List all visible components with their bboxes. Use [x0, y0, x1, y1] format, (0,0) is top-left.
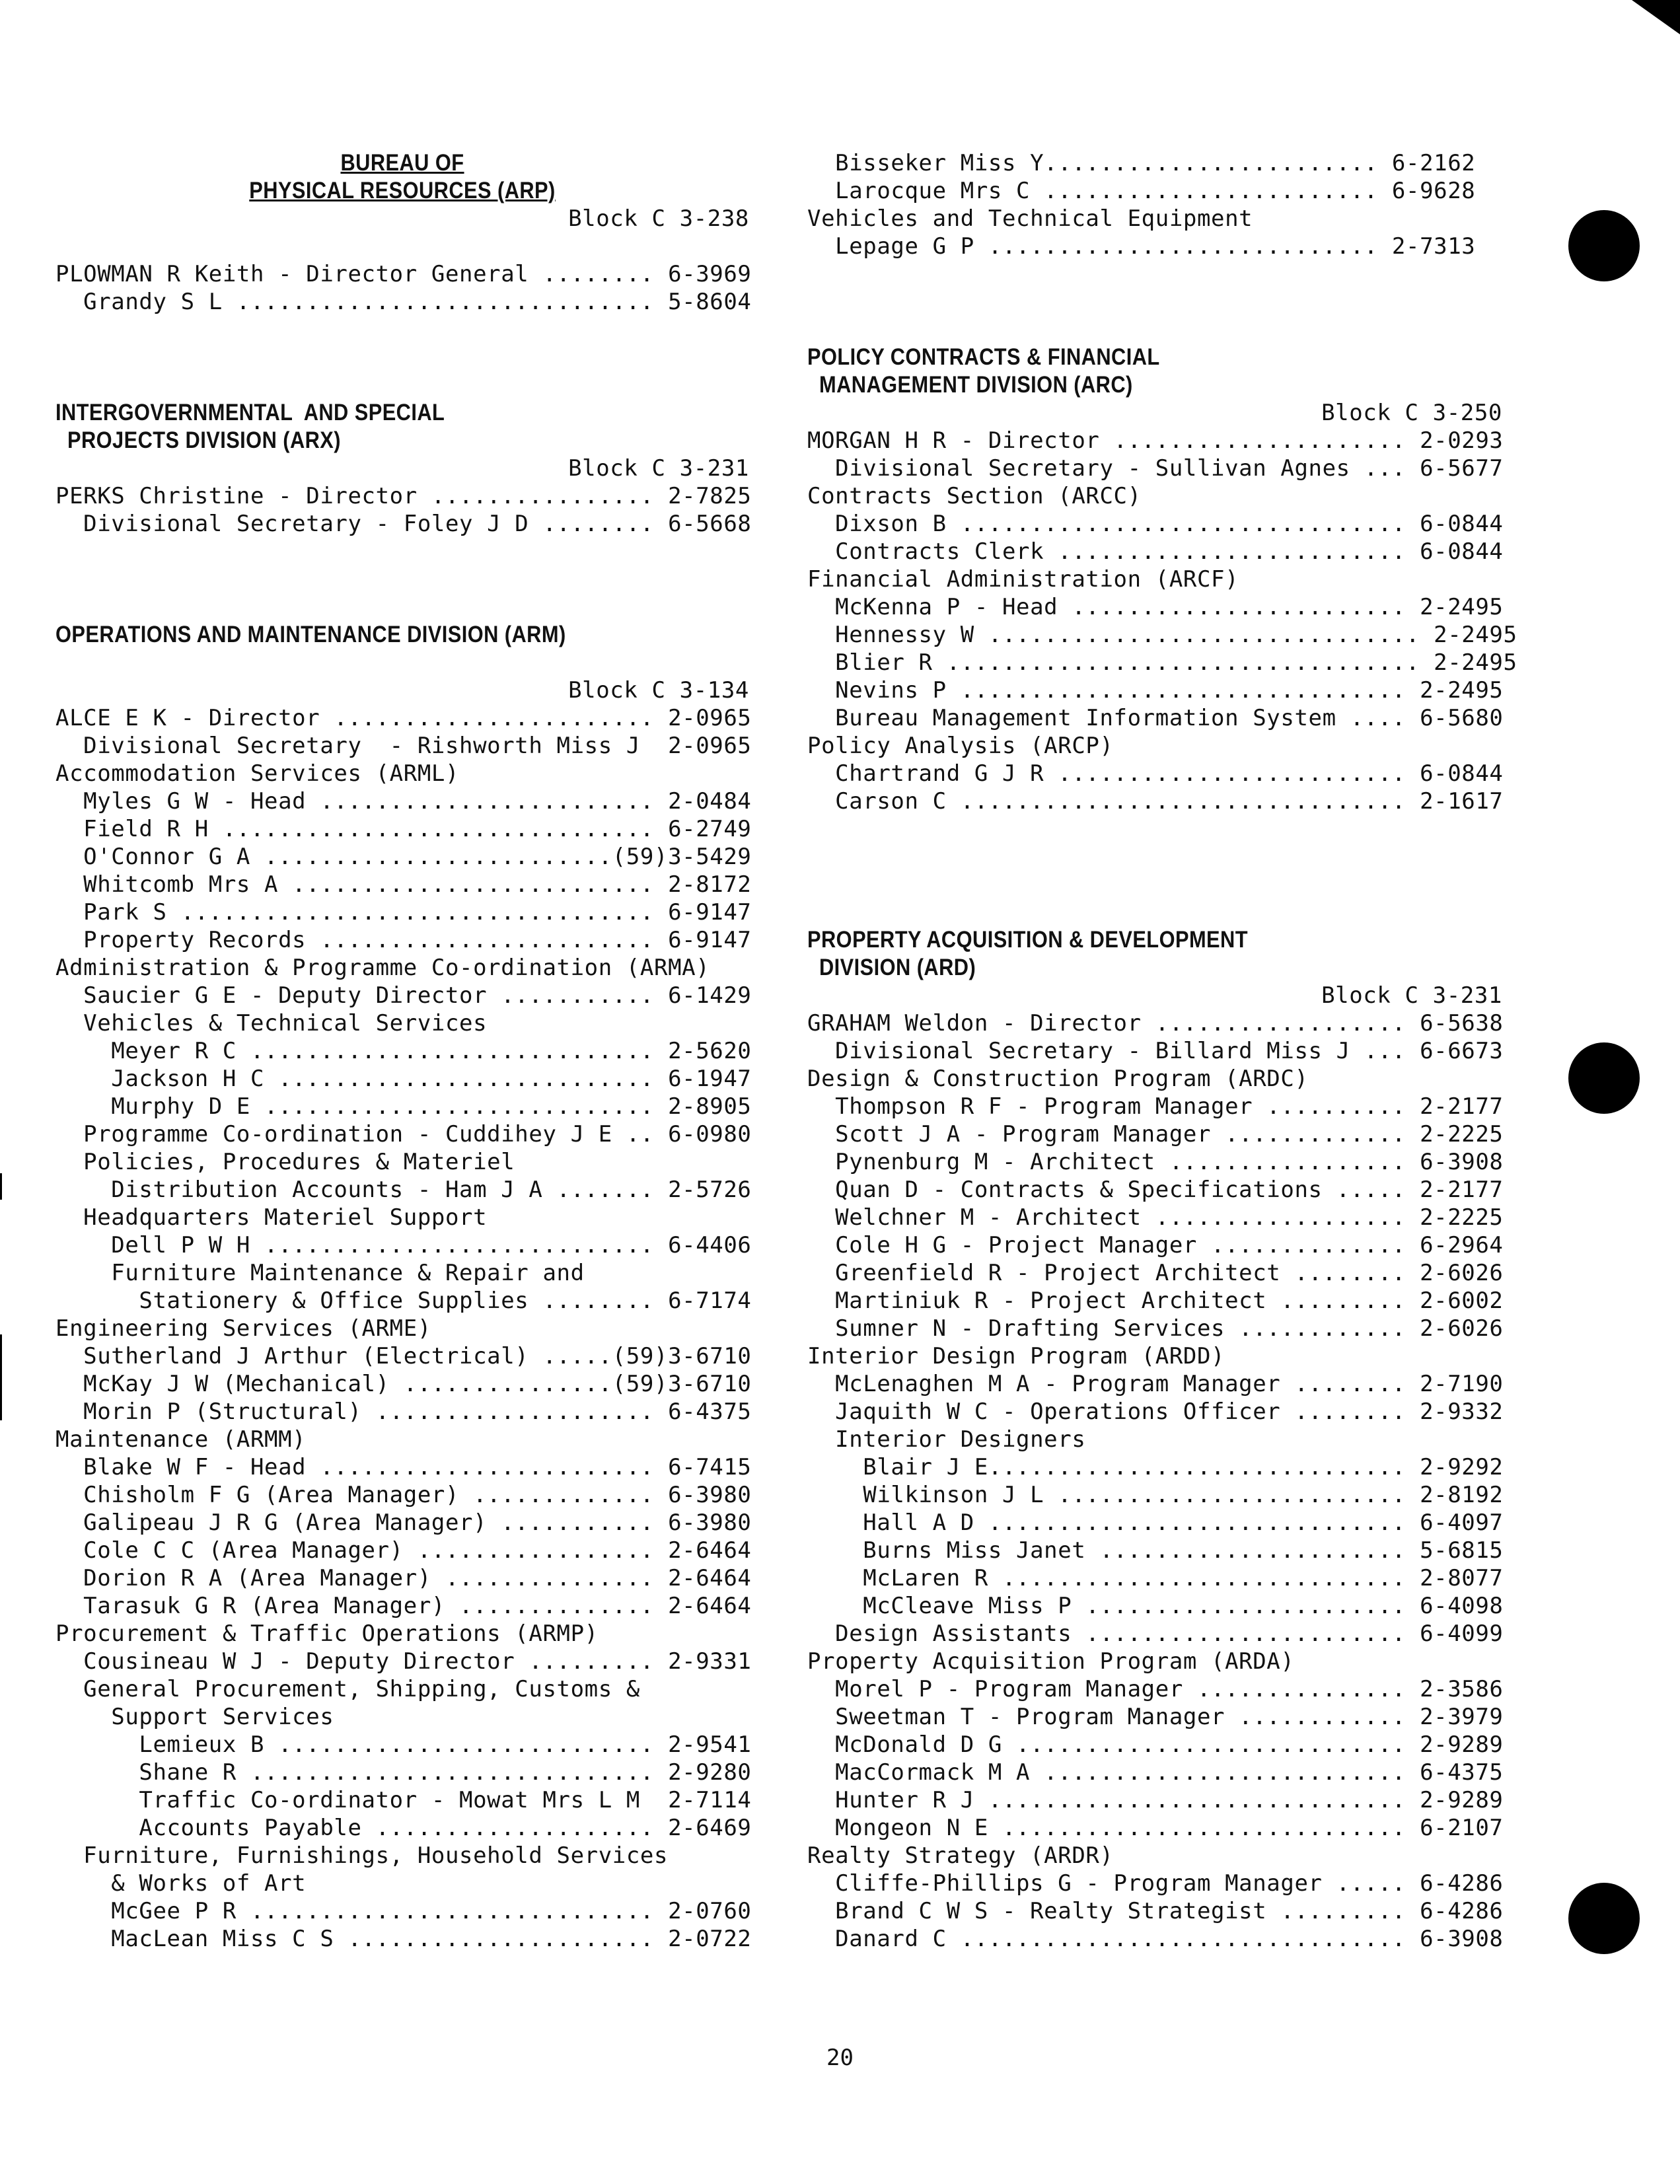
directory-entry: Chisholm F G (Area Manager) ............. 6-3980 [55, 1482, 752, 1508]
directory-entry: Jackson H C ........................... 6-1947 [55, 1066, 752, 1092]
spacer [807, 288, 1502, 316]
directory-entry: Shane R ............................. 2-9280 [55, 1759, 752, 1786]
directory-entry: Tarasuk G R (Area Manager) .............. 2-6464 [55, 1593, 752, 1619]
right-column [807, 149, 1517, 1953]
directory-entry: Wilkinson J L ......................... 2-8192 [807, 1482, 1504, 1508]
directory-entry: Divisional Secretary - Sullivan Agnes ... 6-5677 [807, 455, 1504, 482]
directory-entry: General Procurement, Shipping, Customs & [55, 1676, 640, 1702]
directory-entry: Larocque Mrs C ........................ 6-9628 [807, 178, 1476, 204]
directory-entry: Field R H ............................... 6-2749 [55, 816, 752, 842]
directory-entry: Welchner M - Architect .................. 2-2225 [807, 1204, 1504, 1231]
punch-hole [1568, 1883, 1640, 1954]
directory-entry: Cole H G - Project Manager .............. 6-2964 [807, 1232, 1504, 1258]
section-heading: PROPERTY ACQUISITION & DEVELOPMENT [807, 927, 1248, 953]
directory-entry: MacLean Miss C S ...................... 2-0722 [55, 1926, 752, 1952]
section-heading: OPERATIONS AND MAINTENANCE DIVISION (ARM) [55, 622, 566, 647]
directory-entry: Blair J E.............................. 2-9292 [807, 1454, 1504, 1480]
directory-entry: Scott J A - Program Manager ............. 2-2225 [807, 1121, 1504, 1147]
directory-entry: Thompson R F - Program Manager .......... 2-2177 [807, 1093, 1504, 1120]
section-heading: MANAGEMENT DIVISION (ARC) [807, 372, 1133, 398]
directory-entry: Vehicles and Technical Equipment [807, 205, 1253, 232]
section-heading: PHYSICAL RESOURCES (ARP) [249, 178, 556, 203]
directory-entry: ALCE E K - Director ....................... 2-0965 [55, 705, 752, 731]
spacer [55, 649, 749, 676]
directory-entry: Headquarters Materiel Support [55, 1204, 488, 1231]
block-location: Block C 3-231 [568, 455, 749, 482]
section-heading: POLICY CONTRACTS & FINANCIAL [807, 344, 1160, 370]
directory-entry: Design Assistants ....................... 6-4099 [807, 1620, 1504, 1647]
spacer [55, 371, 749, 399]
directory-entry: Whitcomb Mrs A .......................... 2-8172 [55, 871, 752, 898]
directory-entry: Meyer R C ............................. 2-5620 [55, 1038, 752, 1064]
directory-entry: Danard C ................................ 6-3908 [807, 1926, 1504, 1952]
directory-entry: Dell P W H ............................ 6-4406 [55, 1232, 752, 1258]
directory-entry: Sumner N - Drafting Services ............ 2-6026 [807, 1315, 1504, 1342]
directory-entry: Realty Strategy (ARDR) [807, 1842, 1114, 1869]
directory-entry: Hall A D .............................. 6-4097 [807, 1510, 1504, 1536]
directory-entry: Cousineau W J - Deputy Director ......... 2-9331 [55, 1648, 752, 1675]
directory-entry: O'Connor G A .........................(59)3-5429 [55, 844, 752, 870]
directory-entry: Hunter R J .............................. 2-9289 [807, 1787, 1504, 1813]
directory-entry: Dorion R A (Area Manager) ............... 2-6464 [55, 1565, 752, 1591]
directory-entry: Accommodation Services (ARML) [55, 760, 460, 787]
directory-entry: Greenfield R - Project Architect ........ 2-6026 [807, 1260, 1504, 1286]
directory-entry: McKay J W (Mechanical) ...............(59)3-6710 [55, 1371, 752, 1397]
spacer [55, 344, 749, 371]
directory-entry: Hennessy W ............................... 2-2495 [807, 622, 1517, 648]
directory-entry: Lemieux B ........................... 2-9541 [55, 1731, 752, 1758]
directory-entry: Quan D - Contracts & Specifications ..... 2-2177 [807, 1177, 1504, 1203]
page-number: 20 [826, 2045, 854, 2071]
left-column [55, 149, 752, 1953]
directory-entry: Administration & Programme Co-ordination (ARMA) [55, 955, 710, 981]
spacer [807, 843, 1502, 871]
directory-entry: Programme Co-ordination - Cuddihey J E .. 6-0980 [55, 1121, 752, 1147]
punch-hole [1568, 1042, 1640, 1114]
block-location: Block C 3-134 [568, 677, 749, 704]
directory-entry: Morel P - Program Manager ............... 2-3586 [807, 1676, 1504, 1702]
directory-entry: Jaquith W C - Operations Officer ........ 2-9332 [807, 1399, 1504, 1425]
directory-entry: Engineering Services (ARME) [55, 1315, 431, 1342]
directory-entry: Furniture, Furnishings, Household Services [55, 1842, 669, 1869]
directory-entry: Blier R .................................. 2-2495 [807, 649, 1517, 676]
directory-entry: Divisional Secretary - Billard Miss J ... 6-6673 [807, 1038, 1504, 1064]
directory-entry: Maintenance (ARMM) [55, 1426, 307, 1453]
directory-entry: Stationery & Office Supplies ........ 6-7174 [55, 1288, 752, 1314]
directory-entry: Morin P (Structural) .................... 6-4375 [55, 1399, 752, 1425]
spacer [807, 260, 1502, 288]
directory-entry: Park S .................................. 6-9147 [55, 899, 752, 926]
directory-entry: Dixson B ................................ 6-0844 [807, 511, 1504, 537]
directory-entry: Interior Design Program (ARDD) [807, 1343, 1225, 1369]
directory-entry: Vehicles & Technical Services [55, 1010, 488, 1037]
directory-entry: Divisional Secretary - Foley J D ........ 6-5668 [55, 511, 752, 537]
directory-entry: Policy Analysis (ARCP) [807, 733, 1114, 759]
margin-mark [0, 1173, 2, 1200]
section-heading: BUREAU OF [340, 150, 464, 176]
corner-mark [1632, 0, 1680, 34]
directory-entry: McKenna P - Head ........................ 2-2495 [807, 594, 1504, 620]
directory-entry: Pynenburg M - Architect ................. 6-3908 [807, 1149, 1504, 1175]
directory-entry: Policies, Procedures & Materiel [55, 1149, 515, 1175]
spacer [55, 233, 749, 260]
directory-entry: Property Records ........................ 6-9147 [55, 927, 752, 953]
directory-entry: Traffic Co-ordinator - Mowat Mrs L M 2-7114 [55, 1787, 752, 1813]
spacer [55, 538, 749, 565]
block-location: Block C 3-238 [568, 205, 749, 232]
spacer [55, 593, 749, 621]
directory-entry: McDonald D G ............................ 2-9289 [807, 1731, 1504, 1758]
margin-mark [0, 1334, 2, 1420]
directory-entry: GRAHAM Weldon - Director .................. 6-5638 [807, 1010, 1504, 1037]
spacer [55, 316, 749, 344]
spacer [807, 316, 1502, 344]
directory-entry: McCleave Miss P ....................... 6-4098 [807, 1593, 1504, 1619]
directory-entry: Bisseker Miss Y........................ 6-2162 [807, 150, 1476, 176]
directory-entry: Mongeon N E ............................. 6-2107 [807, 1815, 1504, 1841]
directory-entry: Brand C W S - Realty Strategist ......... 6-4286 [807, 1898, 1504, 1924]
directory-entry: Galipeau J R G (Area Manager) ........... 6-3980 [55, 1510, 752, 1536]
directory-entry: Blake W F - Head ........................ 6-7415 [55, 1454, 752, 1480]
directory-entry: & Works of Art [55, 1870, 307, 1897]
directory-entry: Murphy D E ............................ 2-8905 [55, 1093, 752, 1120]
directory-entry: Carson C ................................ 2-1617 [807, 788, 1504, 815]
directory-entry: Distribution Accounts - Ham J A ....... 2-5726 [55, 1177, 752, 1203]
directory-entry: Support Services [55, 1704, 334, 1730]
directory-entry: Myles G W - Head ........................ 2-0484 [55, 788, 752, 815]
directory-entry: Chartrand G J R ......................... 6-0844 [807, 760, 1504, 787]
directory-entry: PLOWMAN R Keith - Director General ........ 6-3969 [55, 261, 752, 287]
directory-entry: Procurement & Traffic Operations (ARMP) [55, 1620, 599, 1647]
section-heading: PROJECTS DIVISION (ARX) [55, 427, 341, 453]
directory-entry: MacCormack M A .......................... 6-4375 [807, 1759, 1504, 1786]
directory-entry: Sweetman T - Program Manager ............ 2-3979 [807, 1704, 1504, 1730]
directory-entry: Lepage G P ............................ 2-7313 [807, 233, 1476, 260]
punch-hole [1568, 210, 1640, 281]
directory-entry: Nevins P ................................ 2-2495 [807, 677, 1504, 704]
block-location: Block C 3-250 [1321, 400, 1502, 426]
spacer [807, 898, 1502, 926]
directory-entry: Bureau Management Information System .... 6-5680 [807, 705, 1504, 731]
directory-entry: McLenaghen M A - Program Manager ........ 2-7190 [807, 1371, 1504, 1397]
directory-entry: McLaren R ............................. 2-8077 [807, 1565, 1504, 1591]
section-heading: INTERGOVERNMENTAL AND SPECIAL [55, 400, 445, 425]
block-location: Block C 3-231 [1321, 982, 1502, 1009]
directory-entry: Cole C C (Area Manager) ................. 2-6464 [55, 1537, 752, 1564]
directory-entry: Furniture Maintenance & Repair and [55, 1260, 585, 1286]
directory-entry: Grandy S L .............................. 5-8604 [55, 289, 752, 315]
directory-entry: Accounts Payable .................... 2-6469 [55, 1815, 752, 1841]
directory-entry: Financial Administration (ARCF) [807, 566, 1239, 593]
directory-entry: Design & Construction Program (ARDC) [807, 1066, 1309, 1092]
directory-entry: Burns Miss Janet ...................... 5-6815 [807, 1537, 1504, 1564]
directory-entry: Martiniuk R - Project Architect ......... 2-6002 [807, 1288, 1504, 1314]
directory-entry: Cliffe-Phillips G - Program Manager ..... 6-4286 [807, 1870, 1504, 1897]
directory-entry: Saucier G E - Deputy Director ........... 6-1429 [55, 982, 752, 1009]
directory-entry: Contracts Section (ARCC) [807, 483, 1142, 509]
spacer [807, 871, 1502, 898]
directory-entry: Interior Designers [807, 1426, 1086, 1453]
section-heading: DIVISION (ARD) [807, 955, 976, 980]
directory-entry: MORGAN H R - Director ..................... 2-0293 [807, 427, 1504, 454]
directory-entry: Divisional Secretary - Rishworth Miss J 2-0965 [55, 733, 752, 759]
directory-entry: Contracts Clerk ......................... 6-0844 [807, 538, 1504, 565]
spacer [807, 815, 1502, 843]
directory-entry: PERKS Christine - Director ................ 2-7825 [55, 483, 752, 509]
spacer [55, 565, 749, 593]
directory-entry: Sutherland J Arthur (Electrical) .....(59)3-6710 [55, 1343, 752, 1369]
directory-entry: Property Acquisition Program (ARDA) [807, 1648, 1295, 1675]
directory-entry: McGee P R ............................. 2-0760 [55, 1898, 752, 1924]
